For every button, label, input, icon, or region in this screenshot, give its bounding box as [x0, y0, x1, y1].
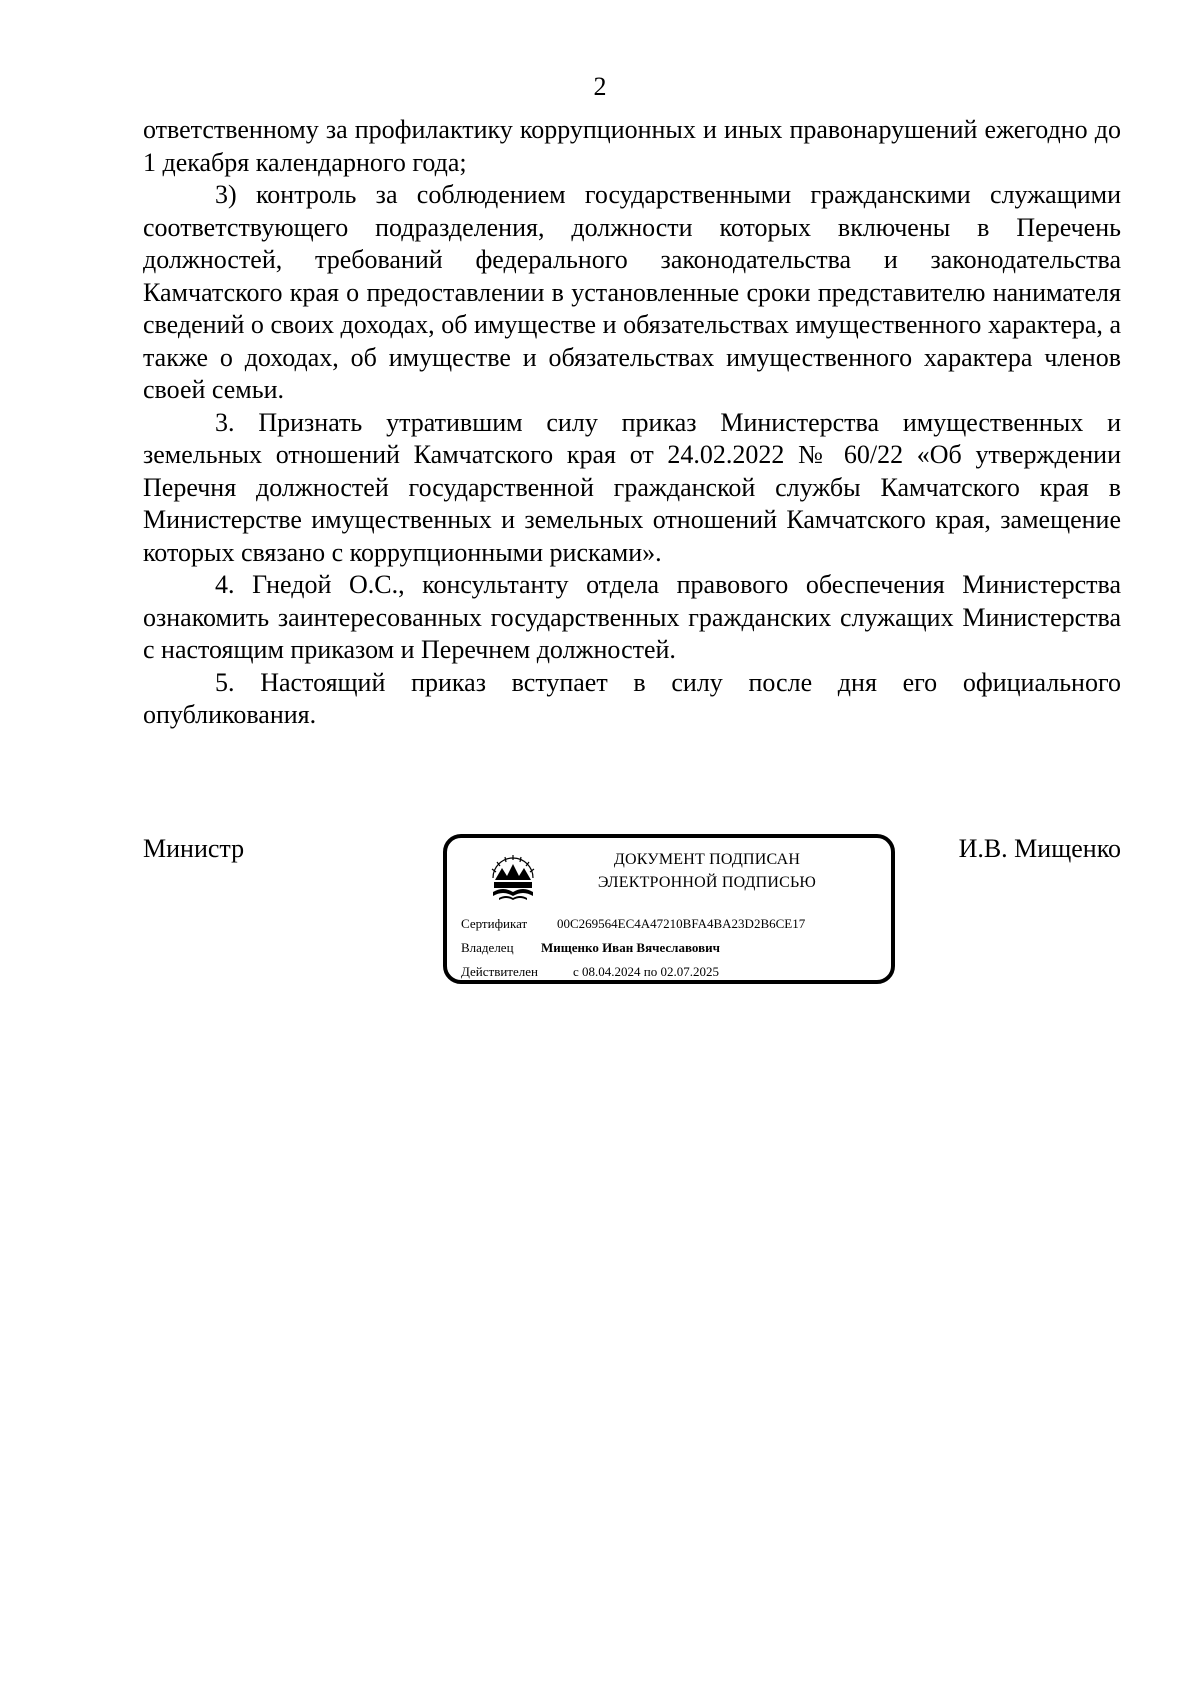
certificate-label: Сертификат — [461, 916, 528, 931]
stamp-certificate-row — [461, 916, 805, 932]
paragraph-3: 3. Признать утратившим силу приказ Министерства имущественных и земельных отношений Камчатского края от 24.02.2022 № 60/22 «Об утверждении Перечня должностей государственной гражданской службы Камчатского края в Министерстве имущественных и земельных отношений Камчатского края, замещение которых связано с коррупционными рисками». — [143, 407, 1121, 567]
certificate-value: 00C269564EC4A47210BFA4BA23D2B6CE17 — [557, 916, 806, 931]
document-body — [143, 114, 1121, 732]
stamp-owner-row — [461, 940, 720, 956]
owner-label: Владелец — [461, 940, 514, 955]
paragraph-5: 5. Настоящий приказ вступает в силу после дня его официального опубликования. — [143, 667, 1121, 729]
signature-block — [143, 834, 1121, 1014]
page-number: 2 — [593, 72, 607, 101]
validity-value: с 08.04.2024 по 02.07.2025 — [573, 964, 719, 979]
stamp-validity-row — [461, 964, 719, 980]
paragraph-4: 4. Гнедой О.С., консультанту отдела правового обеспечения Министерства ознакомить заинтересованных государственных гражданских служащих Министерства с настоящим приказом и Перечнем должностей. — [143, 570, 1121, 664]
stamp-heading — [557, 848, 857, 894]
kamchatka-emblem-icon — [485, 852, 541, 908]
validity-label: Действителен — [461, 964, 538, 979]
signatory-title: Министр — [143, 834, 245, 863]
paragraph-continuation: ответственному за профилактику коррупционных и иных правонарушений ежегодно до 1 декабря календарного года; — [143, 115, 1121, 177]
paragraph-item-3: 3) контроль за соблюдением государственными гражданскими служащими соответствующего подразделения, должности которых включены в Перечень должностей, требований федерального законодательства и законодательства Камчатского края о предоставлении в установленные сроки представителю нанимателя сведений о своих доходах, об имуществе и обязательствах имущественного характера, а также о доходах, об имуществе и обязательствах имущественного характера членов своей семьи. — [143, 180, 1121, 404]
stamp-heading-line-2: ЭЛЕКТРОННОЙ ПОДПИСЬЮ — [597, 874, 817, 891]
electronic-signature-stamp — [443, 834, 895, 984]
signatory-name: И.В. Мищенко — [958, 834, 1121, 863]
owner-value: Мищенко Иван Вячеславович — [541, 940, 720, 955]
stamp-heading-line-1: ДОКУМЕНТ ПОДПИСАН — [613, 851, 801, 868]
